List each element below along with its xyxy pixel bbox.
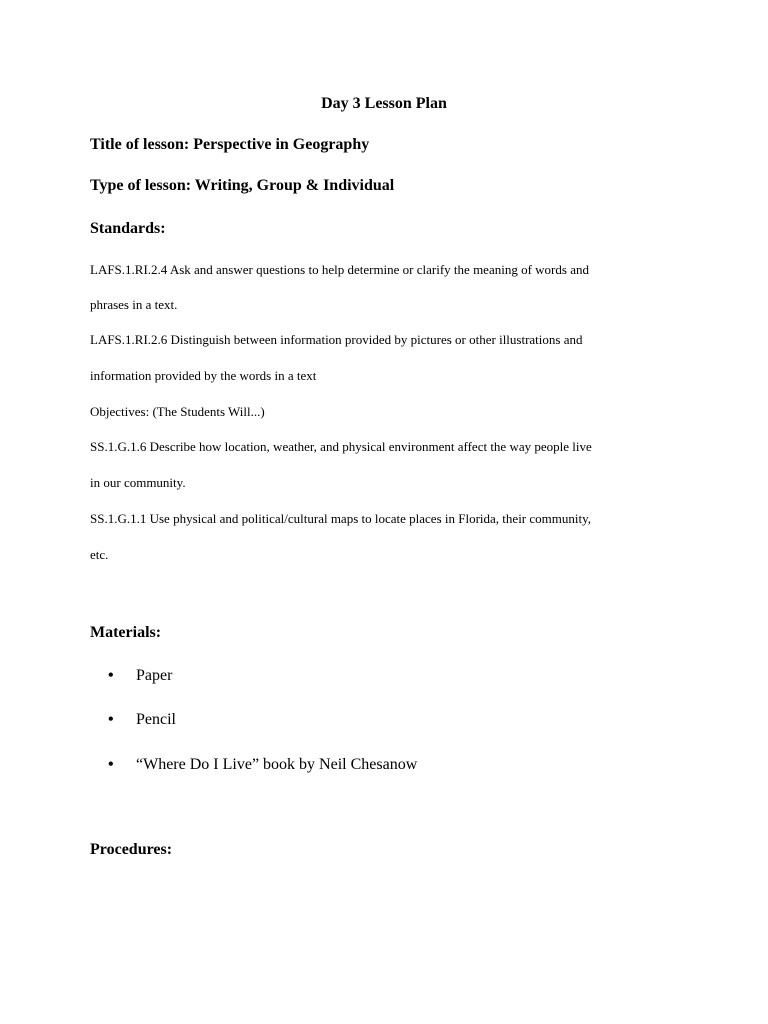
- standard-2-line-1: LAFS.1.RI.2.6 Distinguish between information provided by pictures or other illustrations and: [90, 332, 583, 347]
- bullet-icon: •: [108, 756, 114, 773]
- bullet-icon: •: [108, 711, 114, 728]
- bullet-icon: •: [108, 667, 114, 684]
- material-item-label: “Where Do I Live” book by Neil Chesanow: [136, 756, 418, 773]
- material-item-label: Pencil: [136, 711, 176, 728]
- objective-1-line-1: SS.1.G.1.6 Describe how location, weather, and physical environment affect the way people live: [90, 439, 592, 454]
- material-item: [108, 665, 172, 687]
- objective-1-line-2: in our community.: [90, 475, 186, 490]
- procedures-heading: Procedures:: [90, 841, 173, 858]
- material-item: [108, 754, 417, 776]
- objectives-label: Objectives: (The Students Will...): [90, 404, 265, 419]
- standard-2-line-2: information provided by the words in a text: [90, 368, 317, 383]
- lesson-title: Title of lesson: Perspective in Geography: [90, 136, 370, 153]
- standards-heading: Standards:: [90, 220, 166, 237]
- material-item-label: Paper: [136, 667, 173, 684]
- materials-heading: Materials:: [90, 624, 162, 641]
- material-item: [108, 709, 176, 731]
- objective-2-line-2: etc.: [90, 547, 109, 562]
- lesson-type: Type of lesson: Writing, Group & Individual: [90, 177, 395, 194]
- document-title: Day 3 Lesson Plan: [321, 95, 447, 112]
- objective-2-line-1: SS.1.G.1.1 Use physical and political/cultural maps to locate places in Florida, their community,: [90, 511, 592, 526]
- standard-1-line-2: phrases in a text.: [90, 297, 178, 312]
- standard-1-line-1: LAFS.1.RI.2.4 Ask and answer questions to help determine or clarify the meaning of words and: [90, 262, 589, 277]
